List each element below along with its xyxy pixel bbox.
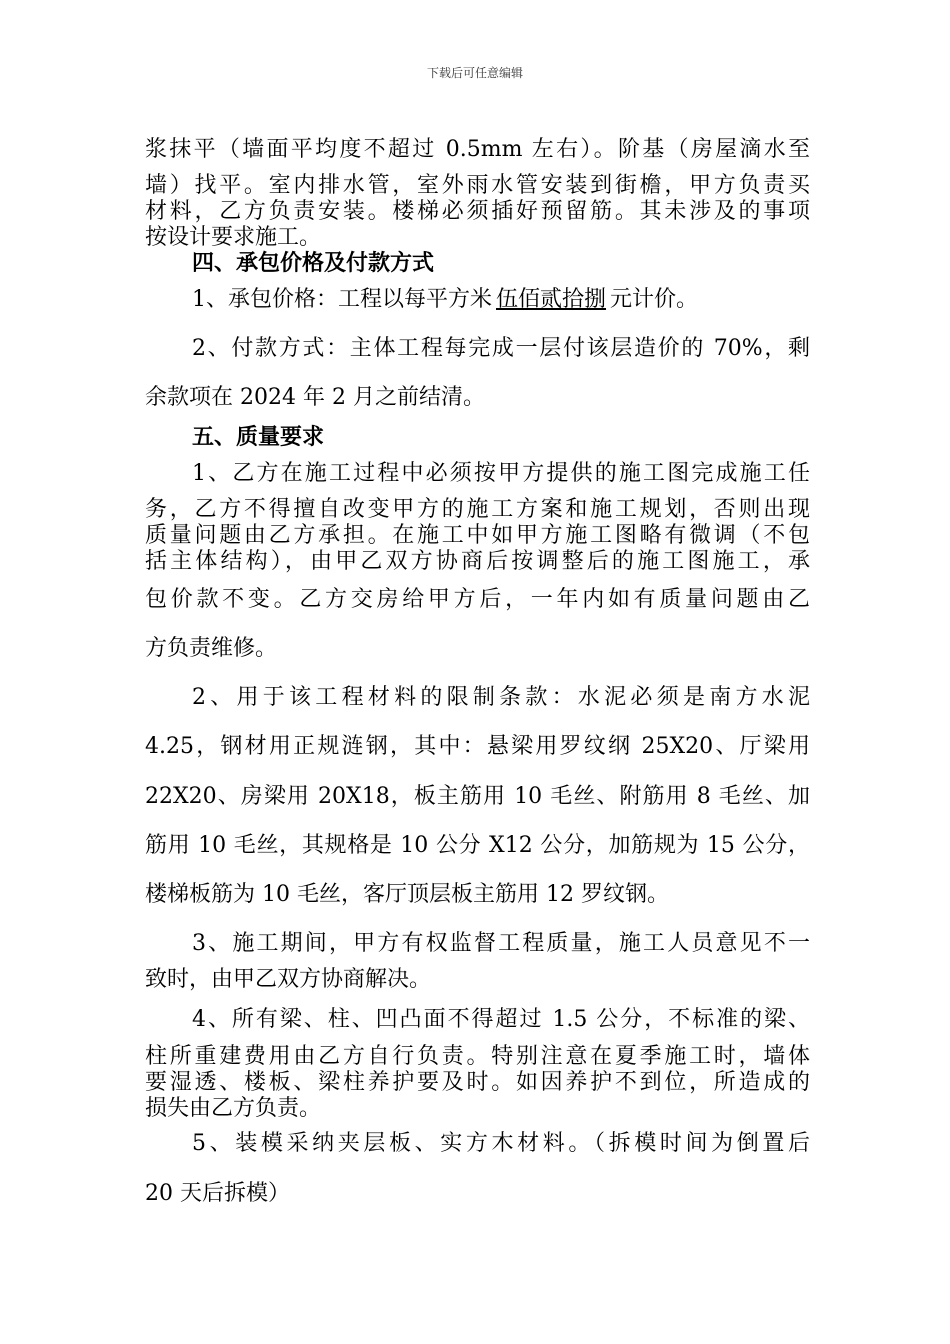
section-heading: 四、承包价格及付款方式	[192, 250, 435, 276]
text-line: 按设计要求施工。	[145, 225, 322, 250]
text-line: 质量问题由乙方承担。在施工中如甲方施工图略有微调（不包	[145, 523, 810, 548]
text-line: 括主体结构），由甲乙双方协商后按调整后的施工图施工，承	[145, 549, 810, 574]
text-line: 柱所重建费用由乙方自行负责。特别注意在夏季施工时，墙体	[145, 1044, 810, 1069]
price-label: 1、承包价格：工程以每平方米	[192, 287, 492, 312]
text-line: 包价款不变。乙方交房给甲方后，一年内如有质量问题由乙	[145, 587, 810, 612]
text-line: 要湿透、楼板、梁柱养护要及时。如因养护不到位，所造成的	[145, 1070, 810, 1095]
text-line: 3、施工期间，甲方有权监督工程质量，施工人员意见不一	[192, 931, 810, 956]
text-line: 材料，乙方负责安装。楼梯必须插好预留筋。其未涉及的事项	[145, 199, 810, 224]
text-line: 墙）找平。室内排水管，室外雨水管安装到街檐，甲方负责买	[145, 173, 810, 198]
text-line: 20 天后拆模）	[145, 1181, 290, 1206]
text-line: 1、乙方在施工过程中必须按甲方提供的施工图完成施工任	[192, 461, 810, 486]
text-line: 4、所有梁、柱、凹凸面不得超过 1.5 公分，不标准的梁、	[192, 1007, 810, 1032]
text-line: 22X20、房梁用 20X18，板主筋用 10 毛丝、附筋用 8 毛丝、加	[145, 784, 810, 809]
section-heading: 五、质量要求	[192, 424, 325, 450]
text-line: 余款项在 2024 年 2 月之前结清。	[145, 385, 485, 410]
text-line: 筋用 10 毛丝，其规格是 10 公分 X12 公分，加筋规为 15 公分，	[145, 833, 810, 858]
page-header: 下载后可任意编辑	[426, 66, 523, 80]
text-line: 方负责维修。	[145, 636, 278, 661]
price-value: 伍佰贰拾捌	[496, 287, 607, 312]
text-line: 楼梯板筋为 10 毛丝，客厅顶层板主筋用 12 罗纹钢。	[145, 882, 669, 907]
text-line: 4.25，钢材用正规涟钢，其中：悬梁用罗纹纲 25X20、厅梁用	[145, 734, 810, 759]
price-suffix: 元计价。	[610, 287, 699, 312]
text-line: 务，乙方不得擅自改变甲方的施工方案和施工规划，否则出现	[145, 497, 810, 522]
text-line: 5、装模采纳夹层板、实方木材料。（拆模时间为倒置后	[192, 1131, 810, 1156]
text-line: 损失由乙方负责。	[145, 1096, 322, 1121]
text-line: 2、付款方式：主体工程每完成一层付该层造价的 70%，剩	[192, 336, 810, 361]
text-line: 致时，由甲乙双方协商解决。	[145, 967, 432, 992]
text-line: 2、用于该工程材料的限制条款：水泥必须是南方水泥	[192, 685, 810, 710]
text-line	[192, 286, 810, 314]
text-line: 浆抹平（墙面平均度不超过 0.5mm 左右）。阶基（房屋滴水至	[145, 137, 810, 162]
